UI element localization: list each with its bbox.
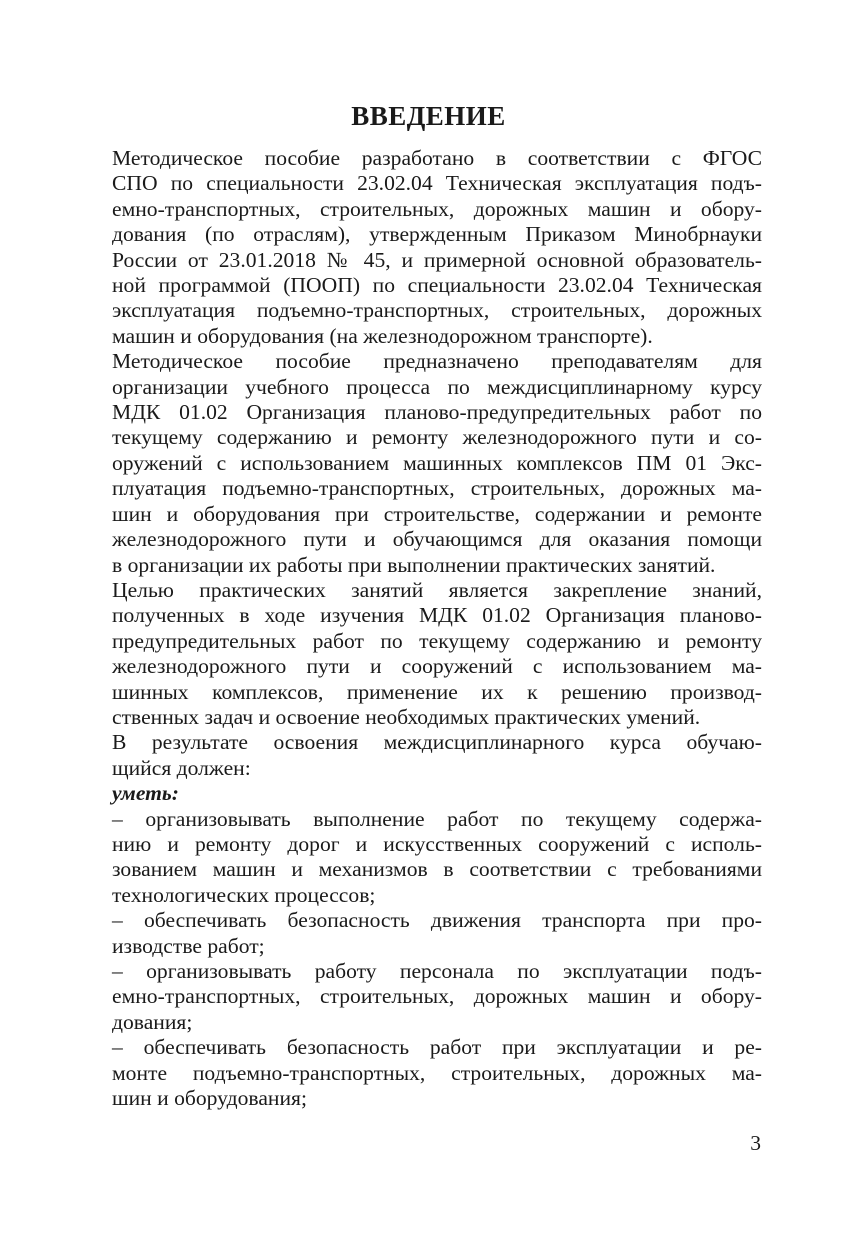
text-line: оружений с использованием машинных комплексов ПМ 01 Экс-	[112, 450, 762, 475]
text-line: дования;	[112, 1009, 193, 1034]
text-line: Методическое пособие разработано в соответствии с ФГОС	[112, 146, 762, 170]
text-line: зованием машин и механизмов в соответствии с требованиями	[112, 857, 762, 882]
text-line: машин и оборудования (на железнодорожном транспорте).	[112, 323, 653, 348]
text-line: щийся должен:	[112, 755, 251, 780]
text-line: – обеспечивать безопасность движения транспорта при про-	[112, 908, 762, 933]
text-line: текущему содержанию и ремонту железнодорожного пути и со-	[112, 425, 762, 450]
text-line: полученных в ходе изучения МДК 01.02 Организация планово-	[112, 603, 762, 628]
text-line: шинных комплексов, применение их к решению производ-	[112, 679, 762, 704]
text-line: ной программой (ПООП) по специальности 23.02.04 Техническая	[112, 273, 762, 298]
text-line: ственных задач и освоение необходимых практических умений.	[112, 704, 701, 729]
text-line: Методическое пособие предназначено преподавателям для	[112, 349, 762, 374]
text-line: железнодорожного пути и обучающимся для оказания помощи	[112, 527, 762, 552]
text-line: предупредительных работ по текущему содержанию и ремонту	[112, 628, 762, 653]
text-line: МДК 01.02 Организация планово-предупредительных работ по	[112, 400, 762, 425]
text-line: монте подъемно-транспортных, строительных, дорожных ма-	[112, 1060, 762, 1085]
text-line: плуатация подъемно-транспортных, строительных, дорожных ма-	[112, 476, 762, 501]
page-number: 3	[750, 1131, 761, 1155]
page-title: ВВЕДЕНИЕ	[351, 101, 506, 131]
text-line: – организовывать выполнение работ по текущему содержа-	[112, 806, 762, 831]
text-line: В результате освоения междисциплинарного курса обучаю-	[112, 730, 762, 755]
text-line: нию и ремонту дорог и искусственных сооружений с исполь-	[112, 831, 762, 856]
skills-heading: уметь:	[112, 781, 179, 806]
text-line: организации учебного процесса по междисциплинарному курсу	[112, 374, 762, 399]
text-line: технологических процессов;	[112, 882, 376, 907]
text-line: России от 23.01.2018 № 45, и примерной основной образователь-	[112, 247, 762, 272]
text-line: емно-транспортных, строительных, дорожных машин и обору-	[112, 196, 762, 221]
text-line: Целью практических занятий является закрепление знаний,	[112, 577, 762, 602]
text-line: – обеспечивать безопасность работ при эксплуатации и ре-	[112, 1035, 762, 1060]
text-line: эксплуатация подъемно-транспортных, строительных, дорожных	[112, 298, 762, 323]
text-line: шин и оборудования;	[112, 1086, 307, 1111]
text-line: емно-транспортных, строительных, дорожных машин и обору-	[112, 984, 762, 1009]
text-line: в организации их работы при выполнении практических занятий.	[112, 552, 716, 577]
text-line: железнодорожного пути и сооружений с использованием ма-	[112, 654, 762, 679]
text-line: шин и оборудования при строительстве, содержании и ремонте	[112, 501, 762, 526]
text-line: СПО по специальности 23.02.04 Техническая эксплуатация подъ-	[112, 171, 762, 196]
body-text	[112, 146, 762, 1111]
text-line: изводстве работ;	[112, 933, 265, 958]
text-line: дования (по отраслям), утвержденным Приказом Минобрнауки	[112, 222, 762, 247]
text-line: – организовывать работу персонала по эксплуатации подъ-	[112, 959, 762, 983]
